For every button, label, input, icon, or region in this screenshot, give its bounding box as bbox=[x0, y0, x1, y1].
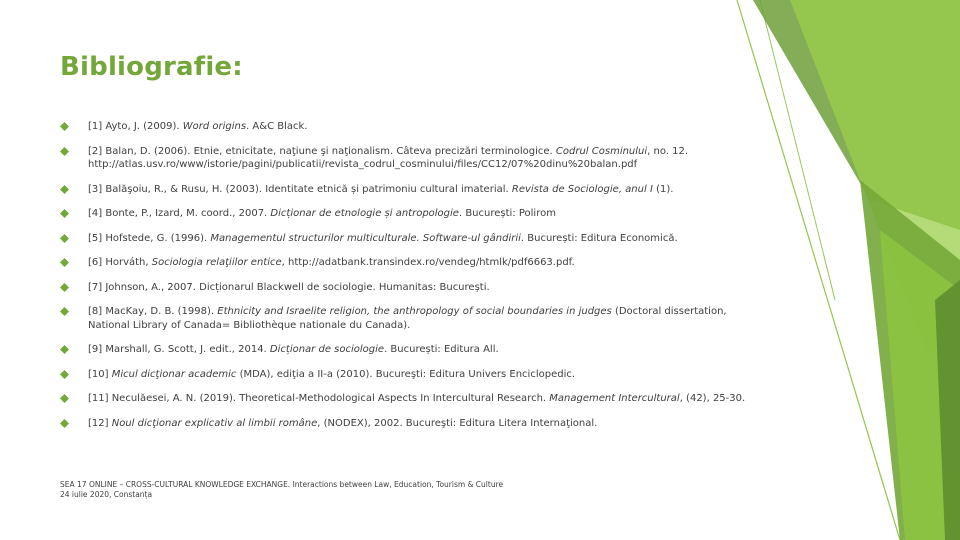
diamond-bullet-icon bbox=[60, 185, 69, 194]
reference-item bbox=[64, 183, 754, 197]
reference-title-italic: Revista de Sociologie, anul I bbox=[511, 183, 653, 195]
diamond-bullet-icon bbox=[60, 147, 69, 156]
reference-title-italic: Codrul Cosminului bbox=[555, 145, 648, 157]
reference-title-italic: Word origins bbox=[182, 121, 247, 132]
reference-text-tail: . București: Editura All. bbox=[384, 344, 499, 355]
reference-text: [4] Bonte, P., Izard, M. coord., 2007. bbox=[88, 208, 271, 219]
reference-text-tail: , (42), 25-30. bbox=[679, 393, 746, 404]
reference-item bbox=[64, 120, 754, 134]
reference-text: [2] Balan, D. (2006). Etnie, etnicitate, naţiune şi naţionalism. Câteva precizări terminologice. bbox=[88, 145, 556, 157]
reference-text: [7] Johnson, A., 2007. Dicționarul Blackwell de sociologie. Humanitas: București. bbox=[88, 281, 490, 293]
slide-title: Bibliografie: bbox=[60, 52, 243, 82]
reference-item bbox=[64, 145, 754, 172]
reference-title-italic: Dicționar de etnologie și antropologie bbox=[270, 208, 459, 219]
reference-text: [10] bbox=[88, 368, 112, 380]
diamond-bullet-icon bbox=[60, 307, 69, 316]
reference-text-tail: . București: Editura Economică. bbox=[520, 232, 678, 244]
diamond-bullet-icon bbox=[60, 345, 69, 354]
reference-item bbox=[64, 343, 754, 357]
reference-text-tail: (1). bbox=[652, 183, 674, 195]
reference-list bbox=[64, 120, 754, 441]
reference-title-italic: Managementul structurilor multiculturale. Software-ul gândirii bbox=[210, 232, 521, 244]
diamond-bullet-icon bbox=[60, 370, 69, 379]
reference-text-tail: , (NODEX), 2002. Bucureşti: Editura Litera Internaţional. bbox=[317, 417, 598, 429]
reference-item bbox=[64, 207, 754, 221]
reference-text: [11] Neculăesei, A. N. (2019). Theoretical-Methodological Aspects In Intercultural Research. bbox=[88, 393, 550, 404]
diamond-bullet-icon bbox=[60, 283, 69, 292]
diamond-bullet-icon bbox=[60, 122, 69, 131]
diamond-bullet-icon bbox=[60, 234, 69, 243]
reference-item bbox=[64, 281, 754, 295]
footer-date-line: 24 iulie 2020, Constanța bbox=[60, 490, 153, 499]
reference-text: [6] Horváth, bbox=[88, 257, 152, 268]
reference-text-tail: , http://adatbank.transindex.ro/vendeg/htmlk/pdf6663.pdf. bbox=[281, 257, 575, 268]
reference-item bbox=[64, 256, 754, 270]
reference-item bbox=[64, 305, 754, 332]
diamond-bullet-icon bbox=[60, 419, 69, 428]
reference-title-italic: Micul dicţionar academic bbox=[111, 368, 237, 380]
reference-text: [1] Ayto, J. (2009). bbox=[88, 121, 183, 132]
reference-title-italic: Dicționar de sociologie bbox=[269, 344, 385, 355]
reference-text: [12] bbox=[88, 417, 112, 429]
reference-text-tail: . A&C Black. bbox=[246, 121, 308, 132]
reference-item bbox=[64, 232, 754, 246]
reference-text-tail: (Doctoral dissertation, National Library of Canada= Bibliothèque nationale du Canada). bbox=[88, 306, 727, 331]
reference-text-tail: . București: Polirom bbox=[458, 208, 556, 219]
reference-title-italic: Management Intercultural bbox=[549, 393, 680, 404]
footer-event-line: SEA 17 ONLINE – CROSS-CULTURAL KNOWLEDGE EXCHANGE. Interactions between Law, Education, Tourism & Culture bbox=[60, 480, 504, 489]
diamond-bullet-icon bbox=[60, 258, 69, 267]
slide-footer bbox=[60, 480, 503, 500]
diamond-bullet-icon bbox=[60, 209, 69, 218]
reference-title-italic: Sociologia relaţiilor entice bbox=[151, 257, 282, 268]
reference-item bbox=[64, 417, 754, 431]
reference-item bbox=[64, 368, 754, 382]
reference-text-tail: , no. 12. http://atlas.usv.ro/www/istorie/pagini/publicatii/revista_codrul_cosminului/files/CC12/07%20dinu%20balan.pdf bbox=[88, 145, 689, 170]
diamond-bullet-icon bbox=[60, 394, 69, 403]
reference-title-italic: Ethnicity and Israelite religion, the anthropology of social boundaries in judges bbox=[217, 306, 612, 317]
reference-text: [3] Balăşoiu, R., & Rusu, H. (2003). Identitate etnică și patrimoniu cultural imaterial. bbox=[88, 183, 512, 195]
reference-text-tail: (MDA), ediţia a II-a (2010). Bucureşti: Editura Univers Enciclopedic. bbox=[236, 368, 576, 380]
reference-item bbox=[64, 392, 754, 406]
reference-text: [9] Marshall, G. Scott, J. edit., 2014. bbox=[88, 344, 270, 355]
reference-text: [8] MacKay, D. B. (1998). bbox=[88, 306, 218, 317]
reference-title-italic: Noul dicţionar explicativ al limbii române bbox=[111, 417, 318, 429]
reference-text: [5] Hofstede, G. (1996). bbox=[88, 232, 211, 244]
